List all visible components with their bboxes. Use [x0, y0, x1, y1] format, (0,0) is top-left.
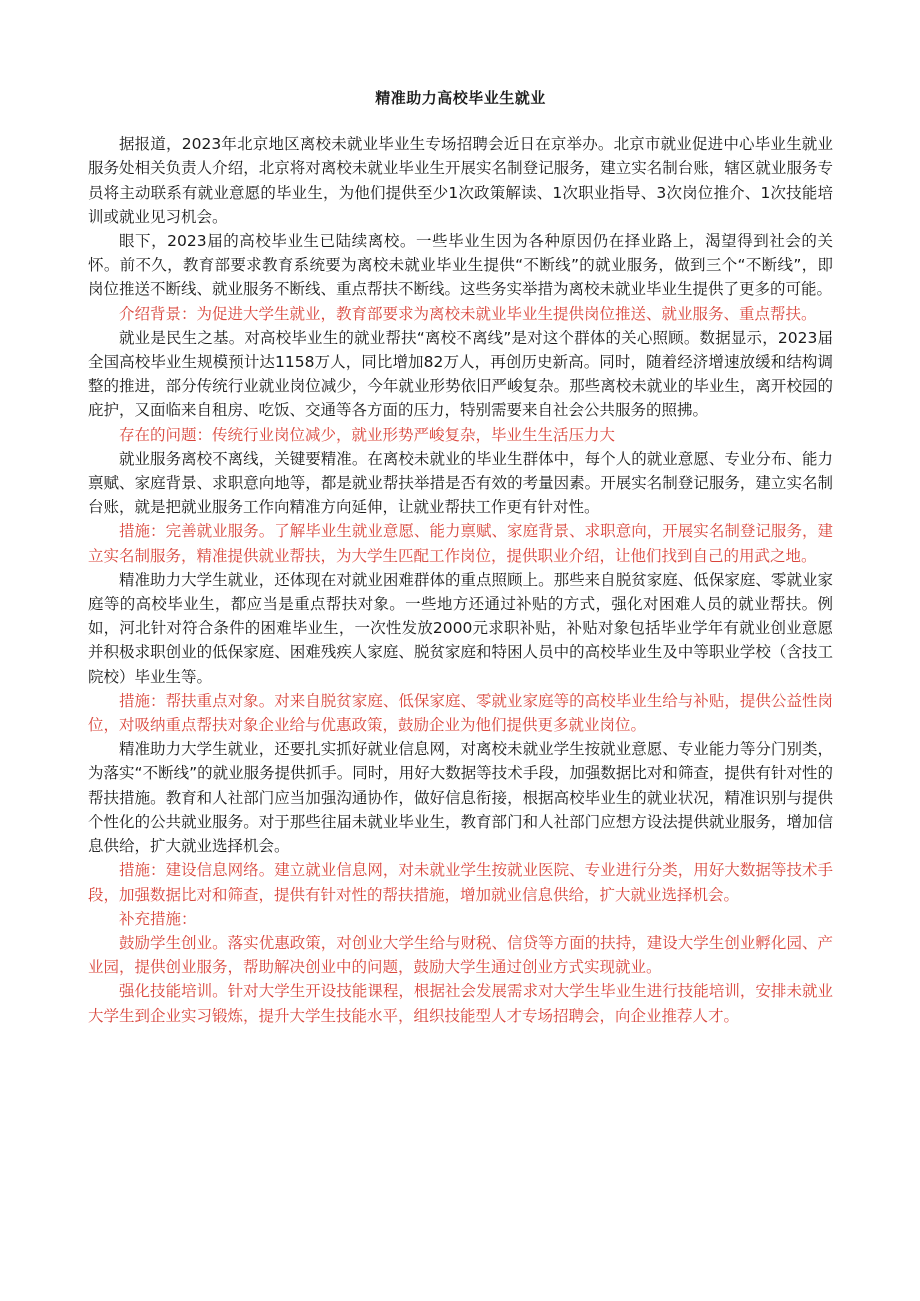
document-body — [88, 132, 833, 1028]
annotation-paragraph: 存在的问题：传统行业岗位减少，就业形势严峻复杂，毕业生生活压力大 — [119, 425, 616, 444]
annotation-paragraph: 措施：帮扶重点对象。对来自脱贫家庭、低保家庭、零就业家庭等的高校毕业生给与补贴，提供公益性岗位，对吸纳重点帮扶对象企业给与优惠政策，鼓励企业为他们提供更多就业岗位。 — [88, 691, 833, 735]
document-title: 精准助力高校毕业生就业 — [375, 89, 546, 107]
body-paragraph: 就业服务离校不离线，关键要精准。在离校未就业的毕业生群体中，每个人的就业意愿、专业分布、能力禀赋、家庭背景、求职意向地等，都是就业帮扶举措是否有效的考量因素。开展实名制登记服务，建立实名制台账，就是把就业服务工作向精准方向延伸，让就业帮扶工作更有针对性。 — [88, 449, 833, 517]
annotation-paragraph: 强化技能培训。针对大学生开设技能课程，根据社会发展需求对大学生毕业生进行技能培训，安排未就业大学生到企业实习锻炼，提升大学生技能水平，组织技能型人才专场招聘会，向企业推荐人才。 — [88, 982, 833, 1025]
body-paragraph: 据报道，2023年北京地区离校未就业毕业生专场招聘会近日在京举办。北京市就业促进中心毕业生就业服务处相关负责人介绍，北京将对离校未就业毕业生开展实名制登记服务，建立实名制台账，辖区就业服务专员将主动联系有就业意愿的毕业生，为他们提供至少1次政策解读、1次职业指导、3次岗位推介、1次技能培训或就业见习机会。 — [88, 135, 833, 226]
annotation-paragraph: 补充措施： — [119, 909, 197, 928]
body-paragraph: 精准助力大学生就业，还体现在对就业困难群体的重点照顾上。那些来自脱贫家庭、低保家庭、零就业家庭等的高校毕业生，都应当是重点帮扶对象。一些地方还通过补贴的方式，强化对困难人员的就业帮扶。例如，河北针对符合条件的困难毕业生，一次性发放2000元求职补贴，补贴对象包括毕业学年有就业创业意愿并积极求职创业的低保家庭、困难残疾人家庭、脱贫家庭和特困人员中的高校毕业生及中等职业学校（含技工院校）毕业生等。 — [88, 570, 833, 686]
annotation-paragraph: 介绍背景：为促进大学生就业，教育部要求为离校未就业毕业生提供岗位推送、就业服务、重点帮扶。 — [119, 304, 817, 323]
annotation-paragraph: 措施：建设信息网络。建立就业信息网，对未就业学生按就业医院、专业进行分类，用好大数据等技术手段，加强数据比对和筛查，提供有针对性的帮扶措施，增加就业信息供给，扩大就业选择机会。 — [88, 861, 833, 904]
body-paragraph: 就业是民生之基。对高校毕业生的就业帮扶“离校不离线”是对这个群体的关心照顾。数据显示，2023届全国高校毕业生规模预计达1158万人，同比增加82万人，再创历史新高。同时，随着经济增速放缓和结构调整的推进，部分传统行业就业岗位减少，今年就业形势依旧严峻复杂。那些离校未就业的毕业生，离开校园的庇护，又面临来自租房、吃饭、交通等各方面的压力，特别需要来自社会公共服务的照拂。 — [88, 328, 833, 420]
document-page — [88, 86, 833, 1028]
body-paragraph: 精准助力大学生就业，还要扎实抓好就业信息网，对离校未就业学生按就业意愿、专业能力等分门别类，为落实“不断线”的就业服务提供抓手。同时，用好大数据等技术手段，加强数据比对和筛查，提供有针对性的帮扶措施。教育和人社部门应当加强沟通协作，做好信息衔接，根据高校毕业生的就业状况，精准识别与提供个性化的公共就业服务。对于那些往届未就业毕业生，教育部门和人社部门应想方设法提供就业服务，增加信息供给，扩大就业选择机会。 — [88, 740, 833, 856]
annotation-paragraph: 措施：完善就业服务。了解毕业生就业意愿、能力禀赋、家庭背景、求职意向，开展实名制登记服务，建立实名制服务，精准提供就业帮扶，为大学生匹配工作岗位，提供职业介绍，让他们找到自己的用武之地。 — [88, 522, 833, 565]
body-paragraph: 眼下，2023届的高校毕业生已陆续离校。一些毕业生因为各种原因仍在择业路上，渴望得到社会的关怀。前不久，教育部要求教育系统要为离校未就业毕业生提供“不断线”的就业服务，做到三个“不断线”，即岗位推送不断线、就业服务不断线、重点帮扶不断线。这些务实举措为离校未就业毕业生提供了更多的可能。 — [88, 232, 833, 299]
annotation-paragraph: 鼓励学生创业。落实优惠政策，对创业大学生给与财税、信贷等方面的扶持，建设大学生创业孵化园、产业园，提供创业服务，帮助解决创业中的问题，鼓励大学生通过创业方式实现就业。 — [88, 933, 833, 977]
